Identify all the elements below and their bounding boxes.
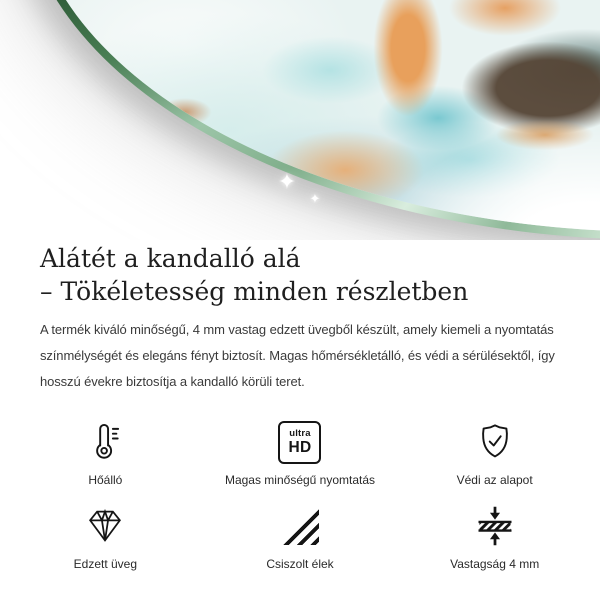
feature-tempered-glass xyxy=(8,503,203,571)
feature-thickness xyxy=(397,503,592,571)
ultra-hd-text-bottom: HD xyxy=(288,438,312,456)
title-line-2: – Tökéletesség minden részletben xyxy=(40,277,469,306)
glass-glint-icon: ✦ xyxy=(277,169,297,194)
feature-base-protection xyxy=(397,419,592,487)
page-title xyxy=(0,242,600,308)
feature-label: Edzett üveg xyxy=(73,557,138,571)
feature-label: Csiszolt élek xyxy=(266,557,334,571)
title-line-1: Alátét a kandalló alá xyxy=(40,244,301,273)
glass-glint-icon: ✦ xyxy=(309,191,321,206)
ultra-hd-icon xyxy=(278,419,321,465)
polished-edge-icon xyxy=(281,503,319,549)
thickness-icon xyxy=(473,503,517,549)
thermometer-icon xyxy=(84,419,126,465)
feature-hd-print xyxy=(203,419,398,487)
glass-pad-photo xyxy=(0,0,600,240)
shield-check-icon xyxy=(474,419,516,465)
product-hero xyxy=(0,0,600,240)
feature-heat-resistant xyxy=(8,419,203,487)
feature-label: Védi az alapot xyxy=(456,473,533,487)
diamond-icon xyxy=(84,503,126,549)
feature-label: Hőálló xyxy=(88,473,123,487)
feature-grid xyxy=(8,419,592,571)
feature-label: Vastagság 4 mm xyxy=(450,557,540,571)
feature-label: Magas minőségű nyomtatás xyxy=(224,473,376,487)
ultra-hd-text-top: ultra xyxy=(289,428,311,439)
feature-polished-edges xyxy=(203,503,398,571)
product-description: A termék kiváló minőségű, 4 mm vastag edzett üvegből készült, amely kiemeli a nyomtatás színmélységét és elegáns fényt biztosít. Magas hőmérsékletálló, és védi a sérülésektől, így hosszú évekre biztosítja a kandalló körüli teret. xyxy=(40,322,555,389)
